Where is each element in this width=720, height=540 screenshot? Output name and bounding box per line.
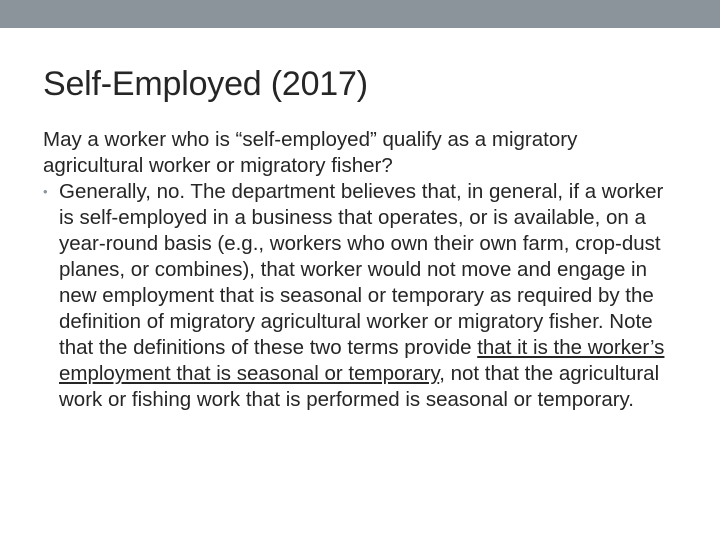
top-band — [0, 0, 720, 28]
intro-question: May a worker who is “self-employed” qualify as a migratory agricultural worker or migratory fisher? — [43, 128, 578, 177]
bullet-marker: • — [43, 184, 48, 199]
bullet-answer — [43, 179, 683, 413]
bullet-text-after: , not that the agricultural work or fishing work that is performed is seasonal or temporary. — [59, 362, 660, 411]
bullet-text-underlined: that it is the worker’s employment that is seasonal or temporary — [59, 336, 665, 385]
bullet-text-before: Generally, no. The department believes that, in general, if a worker is self-employed in a business that operates, or is available, on a year-round basis (e.g., workers who own their own farm, crop-dust planes, or combines), that worker would not move and engage in new employment that is seasonal or temporary as required by the definition of migratory agricultural worker or migratory fisher. Note that the definitions of these two terms provide — [59, 180, 664, 359]
slide-title: Self-Employed (2017) — [43, 65, 368, 103]
slide-body — [43, 127, 683, 413]
